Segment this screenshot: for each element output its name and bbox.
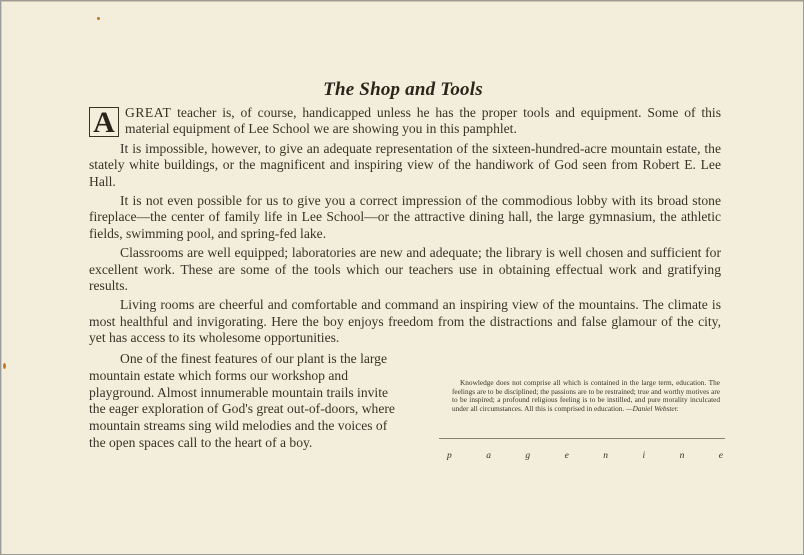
- folio-letter: i: [642, 451, 646, 461]
- page-title: The Shop and Tools: [323, 79, 483, 100]
- paragraph-1-caps: GREAT: [125, 105, 172, 120]
- paper-speck: [97, 17, 100, 20]
- paragraph-3: It is not even possible for us to give you a correct impression of the commodious lobby with its broad stone fireplace—the center of family life in Lee School—or the attractive dining hall, the large gymnasium, the athletic fields, swimming pool, and spring-fed lake.: [89, 193, 721, 241]
- paragraph-2: It is impossible, however, to give an adequate representation of the sixteen-hundred-acre mountain estate, the stately white buildings, or the magnificent and inspiring view of the handiwork of God seen from Robert E. Lee Hall.: [89, 140, 721, 189]
- paragraph-1: [89, 105, 721, 138]
- paragraph-4: Classrooms are well equipped; laboratories are new and adequate; the library is well chosen and sufficient for excellent work. These are some of the tools which our teachers use in obtaining effectual work and gratifying results.: [89, 245, 721, 294]
- paragraph-5: Living rooms are cheerful and comfortable and command an inspiring view of the mountains. The climate is most healthful and invigorating. Here the boy enjoys freedom from the distractions and false glamour of the city, yet has access to its wholesome opportunities.: [89, 297, 721, 346]
- folio-letter: g: [525, 451, 531, 461]
- folio-letter: e: [718, 451, 723, 461]
- folio-letter: a: [486, 451, 491, 461]
- folio-letter: n: [679, 451, 685, 461]
- folio-letter: e: [564, 451, 569, 461]
- quote-attribution: —Daniel Webster.: [626, 403, 679, 413]
- webster-quote: [452, 379, 720, 413]
- body-text: [89, 105, 721, 350]
- page-number: [447, 451, 723, 461]
- folio-letter: p: [447, 451, 452, 461]
- drop-cap: A: [89, 107, 119, 137]
- estate-column: [89, 351, 403, 452]
- folio-letter: n: [603, 451, 609, 461]
- paper-speck: [3, 363, 6, 369]
- paragraph-6: One of the finest features of our plant is the large mountain estate which forms our workshop and playground. Almost innumerable mountain trails invite the eager exploration of God's great out-of-doors, where mountain streams sing wild melodies and the voices of the open spaces call to the heart of a boy.: [89, 351, 395, 450]
- paragraph-1-text: teacher is, of course, handicapped unless he has the proper tools and equipment. Some of this material equipment of Lee School we are showing you in this pamphlet.: [125, 105, 721, 137]
- quote-text: Knowledge does not comprise all which is contained in the large term, education. The feelings are to be disciplined; the passions are to be restrained; true and worthy motives are to be inspired; a profound religious feeling is to be instilled, and pure morality inculcated under all circumstances. All this is comprised in education.: [452, 378, 720, 413]
- folio-rule: [439, 438, 725, 439]
